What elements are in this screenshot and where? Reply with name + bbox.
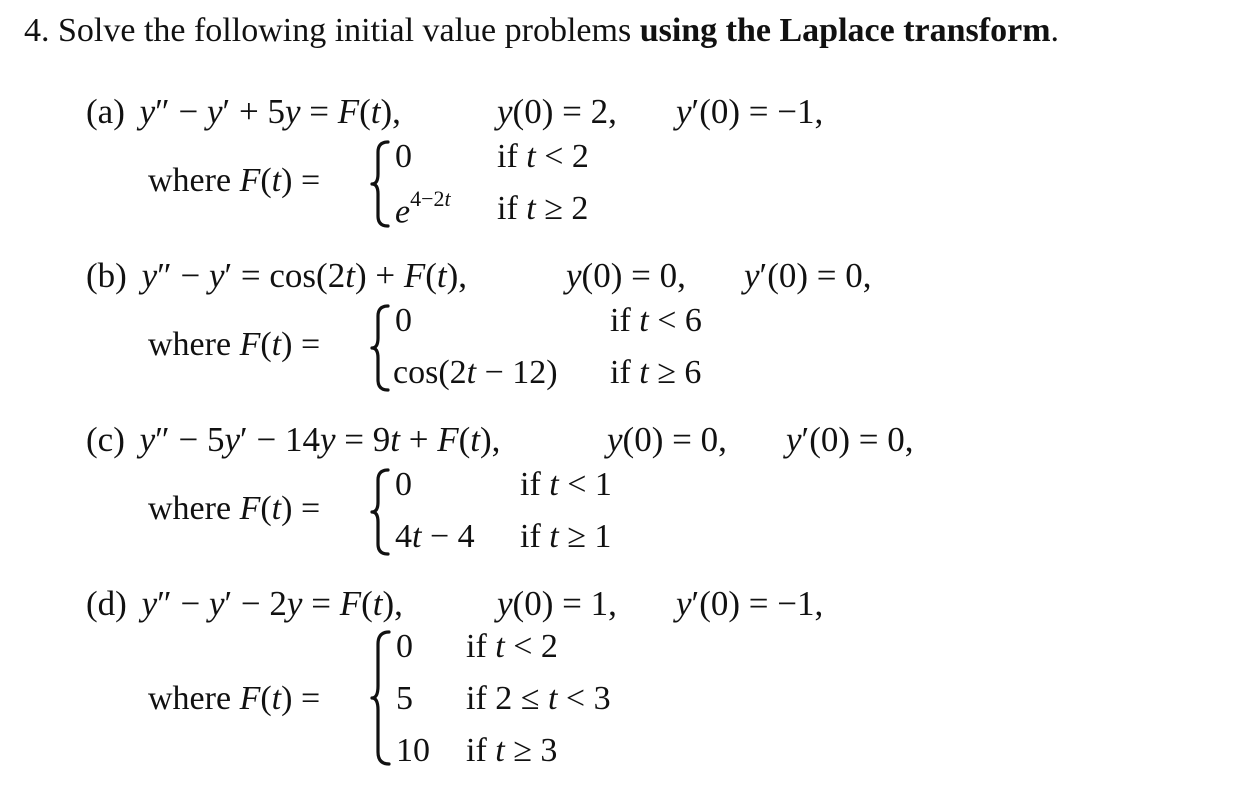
part-b-brace bbox=[372, 304, 392, 392]
problem-bold-phrase: using the Laplace transform bbox=[639, 12, 1051, 49]
part-d-label: (d) bbox=[86, 584, 127, 623]
part-a-equation: y″ − y′ + 5y = F(t), bbox=[139, 92, 401, 131]
part-b-equation-line bbox=[86, 256, 467, 296]
part-b-label: (b) bbox=[86, 256, 127, 295]
part-d-equation-line bbox=[86, 584, 403, 624]
part-c-label: (c) bbox=[86, 420, 125, 459]
part-a-case-1-cond: if t ≥ 2 bbox=[497, 190, 589, 227]
part-c-brace bbox=[372, 468, 392, 556]
part-a-case-0-value: 0 bbox=[395, 138, 412, 175]
part-c-ic2: y′(0) = 0, bbox=[786, 420, 914, 459]
part-a-brace bbox=[372, 140, 392, 228]
part-d-case-1-cond: if 2 ≤ t < 3 bbox=[466, 680, 611, 717]
part-a-case-0-cond: if t < 2 bbox=[497, 138, 589, 175]
part-b-equation: y″ − y′ = cos(2t) + F(t), bbox=[141, 256, 468, 295]
problem-statement bbox=[24, 12, 1059, 50]
part-a-ic1: y(0) = 2, bbox=[497, 92, 617, 131]
part-b-where-label: where F(t) = bbox=[148, 326, 321, 363]
part-c-where-label: where F(t) = bbox=[148, 490, 321, 527]
part-c-case-0-value: 0 bbox=[395, 466, 412, 503]
part-a-equation-line bbox=[86, 92, 401, 132]
part-d-ic1: y(0) = 1, bbox=[497, 584, 617, 623]
part-c-ic1: y(0) = 0, bbox=[607, 420, 727, 459]
part-c-case-0-cond: if t < 1 bbox=[520, 466, 612, 503]
part-d-case-2-value: 10 bbox=[396, 732, 430, 769]
part-c-equation-line bbox=[86, 420, 500, 460]
part-b-case-1-value: cos(2t − 12) bbox=[393, 354, 558, 391]
part-b-case-1-cond: if t ≥ 6 bbox=[610, 354, 702, 391]
problem-end: . bbox=[1050, 12, 1060, 49]
part-d-brace bbox=[372, 630, 392, 768]
part-d-ic2: y′(0) = −1, bbox=[676, 584, 824, 623]
part-c-equation: y″ − 5y′ − 14y = 9t + F(t), bbox=[139, 420, 501, 459]
part-b-case-0-value: 0 bbox=[395, 302, 412, 339]
part-b-ic1: y(0) = 0, bbox=[566, 256, 686, 295]
part-c-case-1-cond: if t ≥ 1 bbox=[520, 518, 612, 555]
part-b-ic2: y′(0) = 0, bbox=[744, 256, 872, 295]
part-d-case-2-cond: if t ≥ 3 bbox=[466, 732, 558, 769]
problem-intro: Solve the following initial value problems bbox=[58, 12, 632, 49]
problem-number: 4. bbox=[24, 12, 50, 49]
part-d-case-0-cond: if t < 2 bbox=[466, 628, 558, 665]
part-a-label: (a) bbox=[86, 92, 125, 131]
part-a-ic2: y′(0) = −1, bbox=[676, 92, 824, 131]
part-a-where-label: where F(t) = bbox=[148, 162, 321, 199]
part-d-where-label: where F(t) = bbox=[148, 680, 321, 717]
part-d-equation: y″ − y′ − 2y = F(t), bbox=[141, 584, 403, 623]
part-d-case-1-value: 5 bbox=[396, 680, 413, 717]
part-a-case-1-value: $e^{4-2t}$ bbox=[395, 186, 451, 231]
part-d-case-0-value: 0 bbox=[396, 628, 413, 665]
part-c-case-1-value: 4t − 4 bbox=[395, 518, 475, 555]
part-b-case-0-cond: if t < 6 bbox=[610, 302, 702, 339]
